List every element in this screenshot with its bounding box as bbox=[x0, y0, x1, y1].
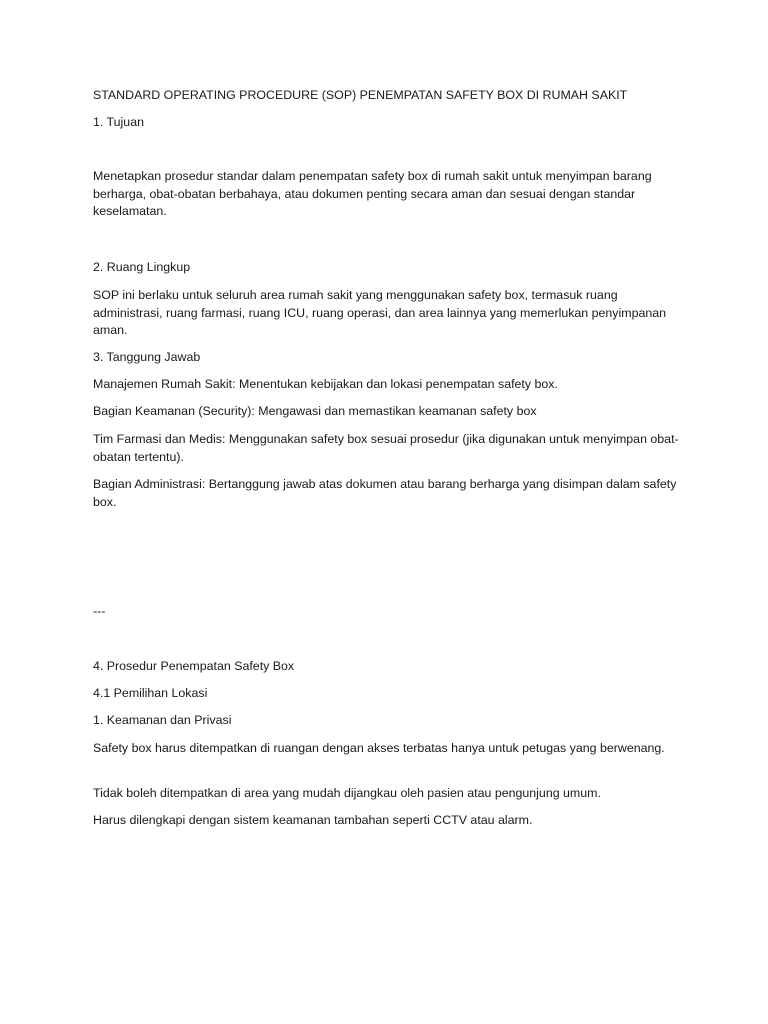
responsibility-item: Manajemen Rumah Sakit: Menentukan kebijakan dan lokasi penempatan safety box. bbox=[93, 377, 558, 391]
responsibility-item: Bagian Keamanan (Security): Mengawasi dan memastikan keamanan safety box bbox=[93, 404, 537, 418]
procedure-item: Harus dilengkapi dengan sistem keamanan tambahan seperti CCTV atau alarm. bbox=[93, 813, 533, 827]
section-2-body: SOP ini berlaku untuk seluruh area rumah sakit yang menggunakan safety box, termasuk ruang administrasi, ruang farmasi, ruang ICU, ruang operasi, dan area lainnya yang memerlukan penyimpanan aman. bbox=[93, 288, 667, 338]
procedure-item: Tidak boleh ditempatkan di area yang mudah dijangkau oleh pasien atau pengunjung umum. bbox=[93, 786, 601, 800]
section-4-1-item-heading: 1. Keamanan dan Privasi bbox=[93, 713, 232, 727]
procedure-item: Safety box harus ditempatkan di ruangan dengan akses terbatas hanya untuk petugas yang berwenang. bbox=[93, 741, 665, 755]
section-separator: --- bbox=[93, 604, 106, 618]
section-4-heading: 4. Prosedur Penempatan Safety Box bbox=[93, 659, 295, 673]
responsibility-item: Bagian Administrasi: Bertanggung jawab atas dokumen atau barang berharga yang disimpan dalam safety box. bbox=[93, 477, 677, 509]
section-2-heading: 2. Ruang Lingkup bbox=[93, 260, 191, 274]
section-1-body: Menetapkan prosedur standar dalam penempatan safety box di rumah sakit untuk menyimpan barang berharga, obat-obatan berbahaya, atau dokumen penting secara aman dan sesuai dengan standar keselamatan. bbox=[93, 169, 652, 219]
section-4-1-heading: 4.1 Pemilihan Lokasi bbox=[93, 686, 208, 700]
document-title: STANDARD OPERATING PROCEDURE (SOP) PENEMPATAN SAFETY BOX DI RUMAH SAKIT bbox=[93, 88, 628, 102]
section-1-heading: 1. Tujuan bbox=[93, 115, 144, 129]
section-3-heading: 3. Tanggung Jawab bbox=[93, 350, 201, 364]
responsibility-item: Tim Farmasi dan Medis: Menggunakan safety box sesuai prosedur (jika digunakan untuk menyimpan obat-obatan tertentu). bbox=[93, 432, 679, 464]
